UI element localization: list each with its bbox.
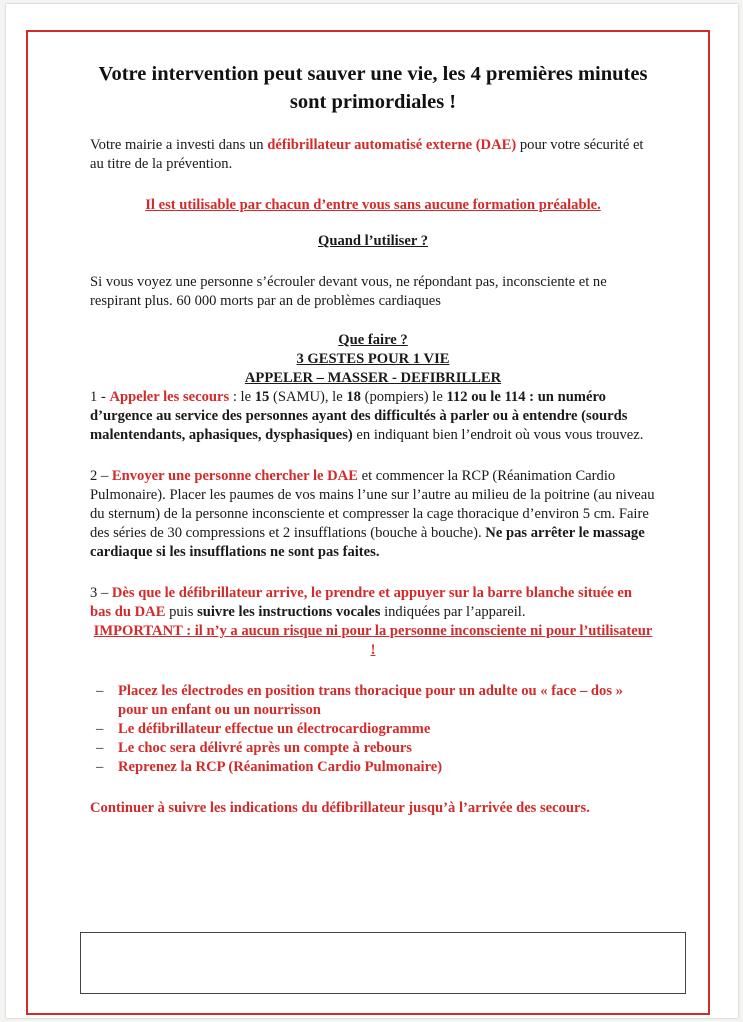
closing-text: Continuer à suivre les indications du défibrillateur jusqu’à l’arrivée des secours. — [90, 800, 590, 816]
when-heading: Quand l’utiliser ? — [317, 233, 429, 249]
list-item: – Le choc sera délivré après un compte à rebours — [96, 740, 412, 756]
what-heading: Que faire ? — [338, 332, 408, 348]
step-3: 3 – Dès que le défibrillateur arrive, le prendre et appuyer sur la barre blanche située en bas du DAE puis suivre les instructions vocales indiquées par l’appareil. — [90, 585, 632, 620]
flyer-content — [90, 60, 656, 818]
instruction-list — [90, 682, 656, 777]
call-emergency: Appeler les secours — [109, 389, 230, 405]
list-item: – Reprenez la RCP (Réanimation Cardio Pulmonaire) — [96, 759, 443, 775]
step-1: 1 - Appeler les secours : le 15 (SAMU), le 18 (pompiers) le 112 ou le 114 : un numéro d’urgence au service des personnes ayant des difficultés à parler ou à entendre (sourds malentendants, aphasiques, dysphasiques) en indiquant bien l’endroit où vous vous trouvez. — [90, 389, 644, 443]
send-for-dae: Envoyer une personne chercher le DAE — [111, 468, 358, 484]
blank-note-box — [80, 932, 686, 994]
list-item: – Le défibrillateur effectue un électrocardiogramme — [96, 721, 431, 737]
actions-heading: APPELER – MASSER - DEFIBRILLER — [244, 370, 502, 386]
intro-paragraph: Votre mairie a investi dans un défibrillateur automatisé externe (DAE) pour votre sécurité et au titre de la prévention. — [90, 137, 644, 172]
usable-notice: Il est utilisable par chacun d’entre vous sans aucune formation préalable. — [145, 197, 601, 213]
step-2: 2 – Envoyer une personne chercher le DAE et commencer la RCP (Réanimation Cardio Pulmonaire). Placer les paumes de vos mains l’une sur l’autre au milieu de la poitrine (au niveau du sternum) de la personne inconsciente et compresser la cage thoracique d’environ 5 cm. Faire des séries de 30 compressions et 2 insufflations (bouche à bouche). Ne pas arrêter le massage cardiaque si les insufflations ne sont pas faites. — [90, 468, 655, 560]
list-item: – Placez les électrodes en position trans thoracique pour un adulte ou « face – dos » pour un enfant ou un nourrisson — [96, 683, 623, 718]
when-text: Si vous voyez une personne s’écrouler devant vous, ne répondant pas, inconsciente et ne respirant plus. 60 000 morts par an de problèmes cardiaques — [90, 274, 607, 309]
do-not-stop: Ne pas arrêter le massage cardiaque si les insufflations ne sont pas faites. — [90, 525, 645, 560]
dae-highlight: défibrillateur automatisé externe (DAE) — [267, 137, 517, 153]
when-defib-arrives: Dès que le défibrillateur arrive, le prendre et appuyer sur la barre blanche située en bas du DAE — [90, 585, 632, 620]
page-title: Votre intervention peut sauver une vie, les 4 premières minutes sont primordiales ! — [98, 63, 648, 113]
gestures-heading: 3 GESTES POUR 1 VIE — [296, 351, 450, 367]
important-notice: IMPORTANT : il n’y a aucun risque ni pour la personne inconsciente ni pour l’utilisateur ! — [93, 623, 653, 658]
